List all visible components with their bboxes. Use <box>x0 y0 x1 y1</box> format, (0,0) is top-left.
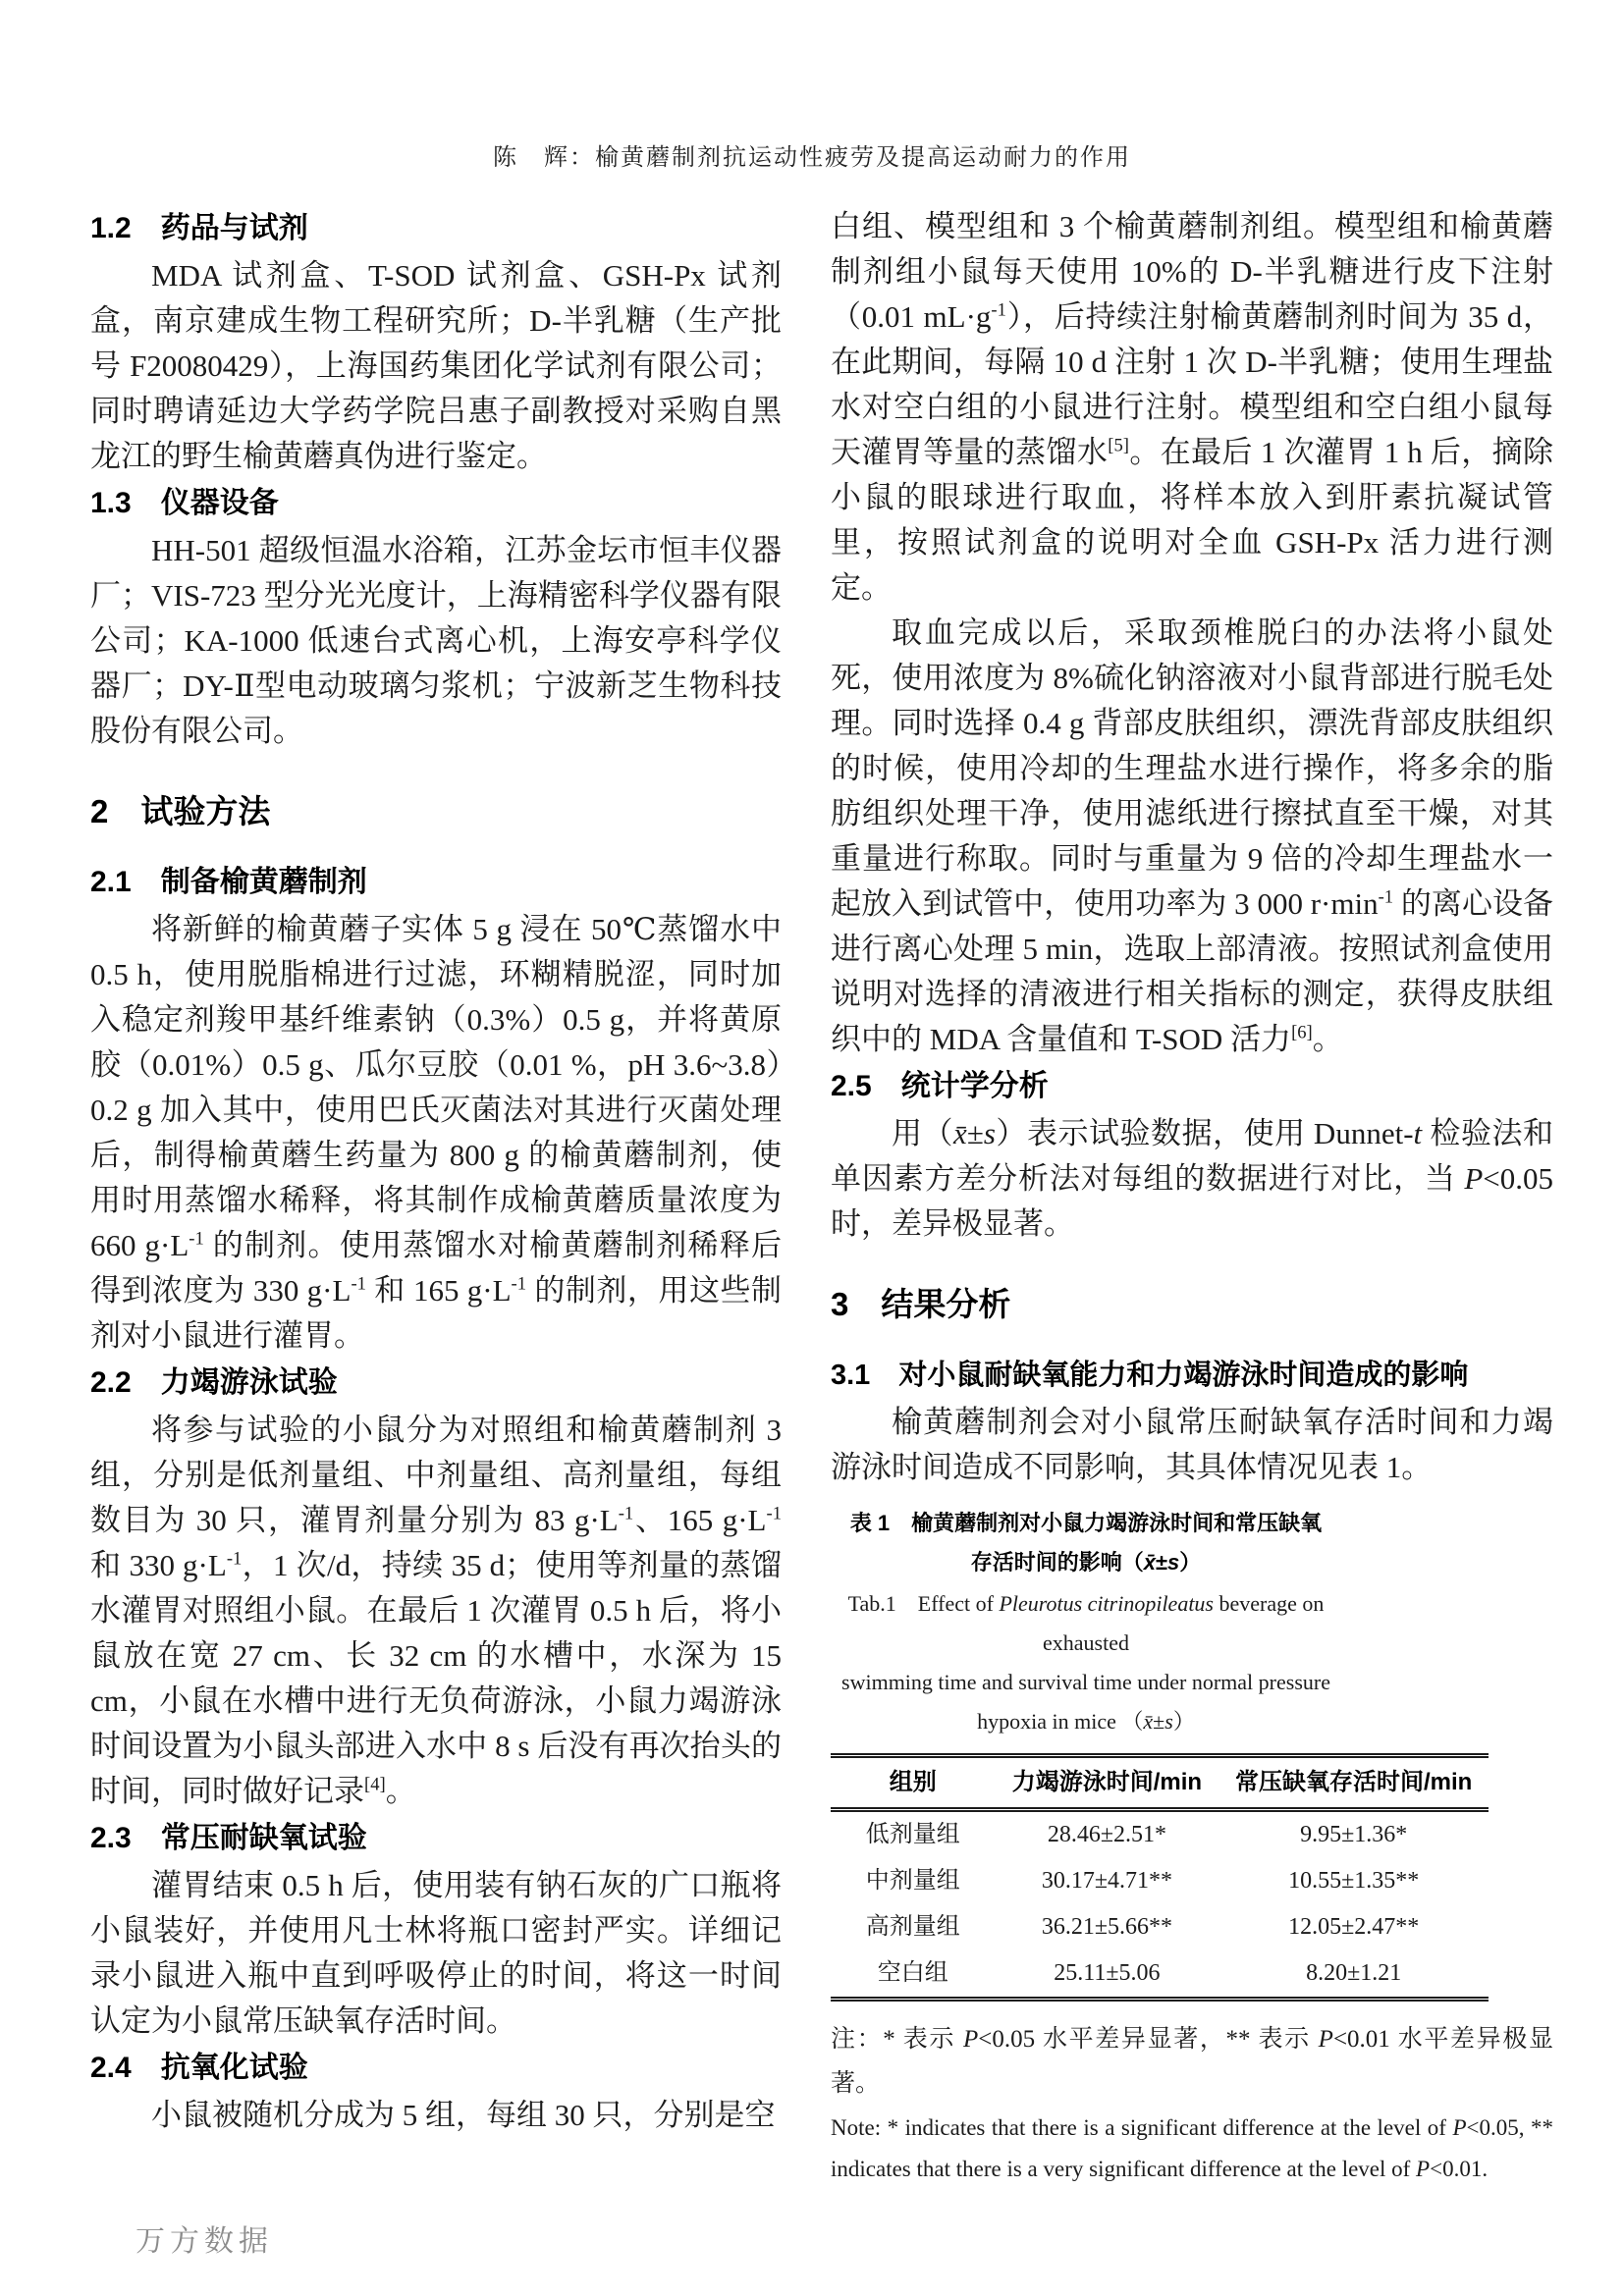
table-caption-en-line <box>831 1584 1341 1663</box>
table-note-zh <box>831 2017 1553 2106</box>
text-segment: Note: * indicates that there is a significant difference at the level of <box>831 2115 1453 2140</box>
table-cell-group: 空白组 <box>877 1960 948 1986</box>
section-heading-2-2: 2.2 力竭游泳试验 <box>90 1366 338 1399</box>
text-segment: x̄ <box>1143 1709 1154 1734</box>
text-segment: 表 1 榆黄蘑制剂对小鼠力竭游泳时间和常压缺氧 <box>849 1511 1323 1535</box>
paragraph-instruments <box>90 528 782 754</box>
text-segment: -1 <box>511 1273 527 1295</box>
table-cell-swim: 30.17±4.71** <box>1041 1868 1172 1894</box>
paragraph-sampling <box>831 611 1553 1062</box>
text-segment: P <box>1318 2026 1333 2053</box>
table-cell-group: 高剂量组 <box>865 1914 960 1940</box>
table-cell-group: 低剂量组 <box>865 1822 960 1847</box>
table-caption-en <box>831 1584 1341 1741</box>
text-segment: -1 <box>351 1273 366 1295</box>
table-row <box>831 1950 1489 2000</box>
text-segment: <0.01 水平差异极显著。 <box>831 2026 1553 2097</box>
table-cell-hypoxia: 9.95±1.36* <box>1300 1822 1408 1847</box>
text-segment: 的制剂，用这些制剂对小鼠进行灌胃。 <box>90 1273 782 1353</box>
text-segment: [5] <box>1108 435 1129 456</box>
table-1 <box>831 1753 1489 2002</box>
text-segment: ，1 次/d，持续 35 d；使用等剂量的蒸馏水灌胃对照组小鼠。在最后 1 次灌胃 0.5 h 后，将小鼠放在宽 27 cm、长 32 cm 的水槽中，水深为 15 cm，小鼠在水槽中进行无负荷游泳，小鼠力竭游泳时间设置为小鼠头部进入水中 8 s 后没有再次抬头的时间，同时做好记录 <box>90 1548 782 1808</box>
text-segment: [4] <box>364 1774 386 1795</box>
paragraph-antioxidant-test-start <box>90 2093 782 2138</box>
text-segment: 。 <box>385 1774 416 1808</box>
text-segment: 。 <box>1312 1022 1343 1056</box>
text-segment: 、165 g·L <box>633 1503 767 1537</box>
section-heading-2-3: 2.3 常压耐缺氧试验 <box>90 1822 367 1854</box>
text-segment: <0.05, ** indicates that there is a very significant difference at the level of <box>831 2115 1553 2181</box>
text-segment: ），后持续注射榆黄蘑制剂时间为 35 d，在此期间，每隔 10 d 注射 1 次 D-半乳糖；使用生理盐水对空白组的小鼠进行注射。模型组和空白组小鼠每天灌胃等量的蒸馏水 <box>831 299 1554 469</box>
table-header-swim-time: 力竭游泳时间/min <box>996 1756 1219 1810</box>
text-segment: Tab.1 Effect of <box>847 1591 1000 1616</box>
text-segment: ）表示试验数据，使用 Dunnet- <box>995 1116 1414 1150</box>
section-heading-2-1: 2.1 制备榆黄蘑制剂 <box>90 866 367 898</box>
section-heading-3-1: 3.1 对小鼠耐缺氧能力和力竭游泳时间造成的影响 <box>831 1360 1469 1391</box>
table-caption-zh-line <box>831 1504 1341 1543</box>
watermark-wanfang: 万方数据 <box>135 2225 273 2258</box>
text-segment: hypoxia in mice （ <box>977 1709 1144 1734</box>
text-segment: -1 <box>991 299 1006 321</box>
text-segment: 榆黄蘑制剂会对小鼠常压耐缺氧存活时间和力竭游泳时间造成不同影响，其具体情况见表 1。 <box>831 1405 1553 1484</box>
text-segment: t <box>1413 1116 1423 1150</box>
text-segment: HH-501 超级恒温水浴箱，江苏金坛市恒丰仪器厂；VIS-723 型分光光度计，上海精密科学仪器有限公司；KA-1000 低速台式离心机，上海安亭科学仪器厂；DY-Ⅱ型电动玻璃匀浆机；宁波新芝生物科技股份有限公司。 <box>90 533 782 748</box>
text-segment: -1 <box>189 1228 204 1250</box>
text-segment: 注：* 表示 <box>831 2026 963 2053</box>
table-caption-en-line <box>831 1702 1341 1741</box>
text-segment: <0.05 水平差异显著，** 表示 <box>978 2026 1319 2053</box>
table-note-en <box>831 2108 1553 2190</box>
text-segment: s <box>1167 1550 1180 1575</box>
text-segment: P <box>1416 2157 1431 2181</box>
text-segment: MDA 试剂盒、T-SOD 试剂盒、GSH-Px 试剂盒，南京建成生物工程研究所；D-半乳糖（生产批号 F20080429），上海国药集团化学试剂有限公司；同时聘请延边大学药学院吕惠子副教授对采购自黑龙江的野生榆黄蘑真伪进行鉴定。 <box>90 258 782 473</box>
text-segment: ± <box>1153 1709 1165 1734</box>
table-cell-group: 中剂量组 <box>865 1868 960 1894</box>
paragraph-statistics <box>831 1111 1553 1247</box>
table-row <box>831 1810 1489 1859</box>
text-segment: [6] <box>1291 1022 1313 1043</box>
table-cell-swim: 28.46±2.51* <box>1047 1822 1166 1847</box>
table-caption-zh <box>831 1504 1341 1582</box>
paragraph-reagents <box>90 253 782 479</box>
text-segment: s <box>1164 1709 1173 1734</box>
section-heading-3: 3 结果分析 <box>831 1286 1011 1322</box>
text-segment: 白组、模型组和 3 个榆黄蘑制剂组。模型组和榆黄蘑制剂组小鼠每天使用 10%的 D-半乳糖进行皮下注射（0.01 mL·g <box>831 209 1553 334</box>
text-segment: ± <box>966 1116 984 1150</box>
table-cell-swim: 25.11±5.06 <box>1054 1960 1161 1986</box>
text-segment: 用（ <box>892 1116 954 1150</box>
section-heading-2-5: 2.5 统计学分析 <box>831 1070 1049 1102</box>
table-row <box>831 1858 1489 1904</box>
text-segment: -1 <box>1378 886 1394 908</box>
table-caption-zh-line <box>831 1543 1341 1582</box>
text-segment: P <box>1452 2115 1467 2140</box>
paragraph-antioxidant-test-continued <box>831 204 1553 611</box>
text-segment: P <box>962 2026 979 2053</box>
text-segment: 灌胃结束 0.5 h 后，使用装有钠石灰的广口瓶将小鼠装好，并使用凡士林将瓶口密封严实。详细记录小鼠进入瓶中直到呼吸停止的时间，将这一时间认定为小鼠常压缺氧存活时间。 <box>90 1868 782 2038</box>
table-cell-hypoxia: 10.55±1.35** <box>1288 1868 1420 1894</box>
paragraph-swimming-test <box>90 1408 782 1814</box>
text-segment: ） <box>1179 1550 1202 1575</box>
table-header-row <box>831 1756 1489 1810</box>
text-segment: Pleurotus citrinopileatus <box>999 1591 1214 1616</box>
text-segment: 。在最后 1 次灌胃 1 h 后，摘除小鼠的眼球进行取血，将样本放入到肝素抗凝试管里，按照试剂盒的说明对全血 GSH-Px 活力进行测定。 <box>831 435 1554 605</box>
text-segment: 和 165 g·L <box>365 1273 512 1308</box>
table-header-hypoxia-time: 常压缺氧存活时间/min <box>1218 1756 1489 1810</box>
section-heading-2-4: 2.4 抗氧化试验 <box>90 2052 308 2084</box>
table-header-group: 组别 <box>831 1756 996 1810</box>
text-segment: -1 <box>766 1503 782 1524</box>
text-segment: swimming time and survival time under normal pressure <box>841 1670 1330 1694</box>
text-segment: x̄ <box>1143 1550 1156 1575</box>
right-column <box>831 204 1553 2190</box>
table-caption-en-line <box>831 1663 1341 1702</box>
text-segment: P <box>1464 1161 1484 1196</box>
text-segment: s <box>983 1116 996 1150</box>
text-segment: 存活时间的影响（ <box>970 1550 1144 1575</box>
text-segment: -1 <box>226 1548 243 1570</box>
table-cell-swim: 36.21±5.66** <box>1041 1914 1172 1940</box>
text-segment: 的制剂。使用蒸馏水对榆黄蘑制剂稀释后得到浓度为 330 g·L <box>90 1228 782 1308</box>
text-segment: 小鼠被随机分成为 5 组，每组 30 只，分别是空 <box>151 2098 776 2132</box>
paragraph-hypoxia-test <box>90 1863 782 2044</box>
text-segment: beverage on exhausted <box>1043 1591 1325 1655</box>
section-heading-1-3: 1.3 仪器设备 <box>90 487 279 519</box>
text-segment: x̄ <box>953 1116 967 1150</box>
text-segment: 的离心设备进行离心处理 5 min，选取上部清液。按照试剂盒使用说明对选择的清液进行相关指标的测定，获得皮肤组织中的 MDA 含量值和 T-SOD 活力 <box>831 886 1554 1056</box>
table-cell-hypoxia: 12.05±2.47** <box>1288 1914 1420 1940</box>
text-segment: 将新鲜的榆黄蘑子实体 5 g 浸在 50℃蒸馏水中 0.5 h，使用脱脂棉进行过滤，环糊精脱涩，同时加入稳定剂羧甲基纤维素钠（0.3%）0.5 g，并将黄原胶（0.01%）0.5 g、瓜尔豆胶（0.01 %，pH 3.6~3.8）0.2 g 加入其中，使用巴氏灭菌法对其进行灭菌处理后，制得榆黄蘑生药量为 800 g 的榆黄蘑制剂，使用时用蒸馏水稀释，将其制作成榆黄蘑质量浓度为 660 g·L <box>90 912 782 1262</box>
section-heading-1-2: 1.2 药品与试剂 <box>90 212 308 244</box>
text-segment: 取血完成以后，采取颈椎脱臼的办法将小鼠处死，使用浓度为 8%硫化钠溶液对小鼠背部进行脱毛处理。同时选择 0.4 g 背部皮肤组织，漂洗背部皮肤组织的时候，使用冷却的生理盐水进行操作，将多余的脂肪组织处理干净，使用滤纸进行擦拭直至干燥，对其重量进行称取。同时与重量为 9 倍的冷却生理盐水一起放入到试管中，使用功率为 3 000 r·min <box>831 615 1553 921</box>
text-segment: 将参与试验的小鼠分为对照组和榆黄蘑制剂 3 组，分别是低剂量组、中剂量组、高剂量组，每组数目为 30 只，灌胃剂量分别为 83 g·L <box>90 1413 782 1537</box>
text-segment: ± <box>1155 1550 1168 1575</box>
running-head: 陈 辉：榆黄蘑制剂抗运动性疲劳及提高运动耐力的作用 <box>493 145 1131 171</box>
text-segment: -1 <box>618 1503 634 1524</box>
paragraph-results-intro <box>831 1400 1553 1490</box>
text-segment: <0.01. <box>1430 2157 1489 2181</box>
section-heading-2: 2 试验方法 <box>90 793 271 829</box>
text-segment: 检验法和单因素方差分析法对每组的数据进行对比，当 <box>831 1116 1553 1196</box>
paragraph-preparation <box>90 907 782 1359</box>
table-row <box>831 1904 1489 1950</box>
text-segment: 和 330 g·L <box>90 1548 227 1582</box>
table-cell-hypoxia: 8.20±1.21 <box>1306 1960 1402 1986</box>
left-column <box>90 204 782 2138</box>
text-segment: <0.05 时，差异极显著。 <box>831 1161 1553 1241</box>
text-segment: ） <box>1172 1709 1195 1734</box>
